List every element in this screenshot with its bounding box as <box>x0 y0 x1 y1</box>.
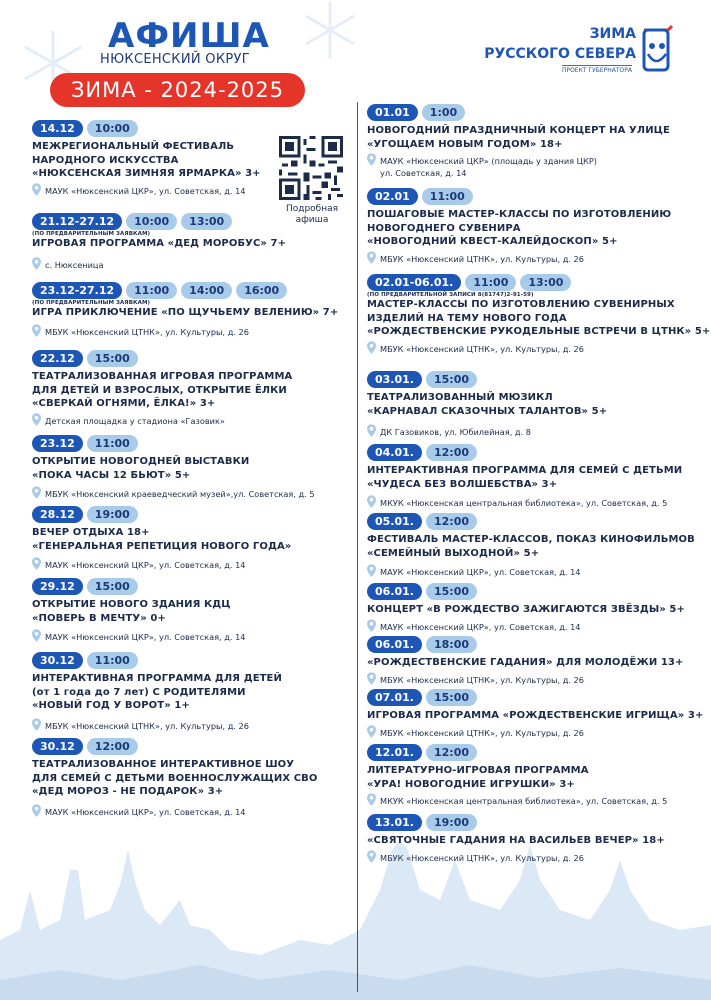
event-note: (ПО ПРЕДВАРИТЕЛЬНОЙ ЗАПИСИ 8(81747)2-91-59) <box>367 292 534 298</box>
event-title: МЕЖРЕГИОНАЛЬНЫЙ ФЕСТИВАЛЬ НАРОДНОГО ИСКУССТВА «НЮКСЕНСКАЯ ЗИМНЯЯ ЯРМАРКА» 3+ <box>32 141 261 179</box>
event-date: 02.01 <box>367 188 418 205</box>
event-date: 06.01. <box>367 583 422 600</box>
event-date: 13.01. <box>367 814 422 831</box>
event-card <box>367 188 707 264</box>
event-title: ВЕЧЕР ОТДЫХА 18+ «ГЕНЕРАЛЬНАЯ РЕПЕТИЦИЯ НОВОГО ГОДА» <box>32 527 292 552</box>
event-date: 21.12-27.12 <box>32 213 122 230</box>
location-pin-icon <box>367 495 376 508</box>
page-title: АФИША <box>108 16 270 56</box>
event-title: ИГРА ПРИКЛЮЧЕНИЕ «ПО ЩУЧЬЕМУ ВЕЛЕНИЮ» 7+ <box>32 307 339 318</box>
event-location: МБУК «Нюксенский краеведческий музей»,ул. Советская, д. 5 <box>32 486 352 499</box>
event-location: МБУК «Нюксенский ЦТНК», ул. Культуры, д. 26 <box>32 718 352 731</box>
event-date: 14.12 <box>32 120 83 137</box>
event-card <box>32 652 352 731</box>
event-title: ФЕСТИВАЛЬ МАСТЕР-КЛАССОВ, ПОКАЗ КИНОФИЛЬМОВ «СЕМЕЙНЫЙ ВЫХОДНОЙ» 5+ <box>367 534 695 559</box>
qr-caption: Подробная афиша <box>285 204 339 225</box>
location-pin-icon <box>32 804 41 817</box>
location-pin-icon <box>32 629 41 642</box>
event-time: 12:00 <box>87 738 138 755</box>
location-pin-icon <box>367 725 376 738</box>
location-pin-icon <box>32 257 41 270</box>
event-date: 04.01. <box>367 444 422 461</box>
event-date: 01.01 <box>367 104 418 121</box>
event-time: 11:00 <box>465 274 516 291</box>
event-time: 18:00 <box>426 636 477 653</box>
event-date: 30.12 <box>32 738 83 755</box>
event-time: 15:00 <box>426 689 477 706</box>
event-location: Детская площадка у стадиона «Газовик» <box>32 413 352 426</box>
location-pin-icon <box>32 183 41 196</box>
event-date: 03.01. <box>367 371 422 388</box>
event-time: 12:00 <box>426 444 477 461</box>
brand-line-3: ПРОЕКТ ГУБЕРНАТОРА <box>561 67 632 74</box>
event-location: с. Нюксеница <box>32 257 352 270</box>
event-card <box>32 282 352 337</box>
event-card <box>367 814 707 863</box>
event-time: 14:00 <box>181 282 232 299</box>
event-location: МКУК «Нюксенская центральная библиотека», ул. Советская, д. 5 <box>367 793 707 806</box>
event-card <box>367 371 707 437</box>
event-note: (ПО ПРЕДВАРИТЕЛЬНЫМ ЗАЯВКАМ) <box>32 231 151 237</box>
event-title: ОТКРЫТИЕ НОВОГОДНЕЙ ВЫСТАВКИ «ПОКА ЧАСЫ 12 БЬЮТ» 5+ <box>32 456 250 481</box>
event-date: 02.01-06.01. <box>367 274 461 291</box>
event-title: КОНЦЕРТ «В РОЖДЕСТВО ЗАЖИГАЮТСЯ ЗВЁЗДЫ» 5+ <box>367 604 685 615</box>
event-location: МБУК «Нюксенский ЦТНК», ул. Культуры, д. 26 <box>367 672 707 685</box>
event-card <box>32 578 352 642</box>
event-time: 15:00 <box>87 350 138 367</box>
event-time: 13:00 <box>181 213 232 230</box>
location-pin-icon <box>367 850 376 863</box>
event-date: 28.12 <box>32 506 83 523</box>
location-pin-icon <box>367 251 376 264</box>
event-title: ТЕАТРАЛИЗОВАННАЯ ИГРОВАЯ ПРОГРАММА ДЛЯ ДЕТЕЙ И ВЗРОСЛЫХ, ОТКРЫТИЕ ЁЛКИ «СВЕРКАЙ ОГНЯМИ, ЁЛКА!» 3+ <box>32 371 293 409</box>
event-card <box>32 506 352 570</box>
event-date: 06.01. <box>367 636 422 653</box>
event-title: ОТКРЫТИЕ НОВОГО ЗДАНИЯ КДЦ «ПОВЕРЬ В МЕЧТУ» 0+ <box>32 599 231 624</box>
event-card <box>367 444 707 508</box>
event-location: ДК Газовиков, ул. Юбилейная, д. 8 <box>367 424 707 437</box>
event-time: 10:00 <box>87 120 138 137</box>
event-time: 19:00 <box>426 814 477 831</box>
brand-line-1: ЗИМА <box>589 26 636 42</box>
event-time: 15:00 <box>87 578 138 595</box>
event-date: 05.01. <box>367 513 422 530</box>
event-title: НОВОГОДНИЙ ПРАЗДНИЧНЫЙ КОНЦЕРТ НА УЛИЦЕ «УГОЩАЕМ НОВЫМ ГОДОМ» 18+ <box>367 125 670 150</box>
event-title: ИНТЕРАКТИВНАЯ ПРОГРАММА ДЛЯ СЕМЕЙ С ДЕТЬМИ «ЧУДЕСА БЕЗ ВОЛШЕБСТВА» 3+ <box>367 465 683 490</box>
event-location: МАУК «Нюксенский ЦКР», ул. Советская, д. 14 <box>32 557 352 570</box>
page-subtitle: НЮКСЕНСКИЙ ОКРУГ <box>100 52 250 67</box>
event-location: МАУК «Нюксенский ЦКР», ул. Советская, д. 14 <box>32 804 352 817</box>
location-pin-icon <box>32 324 41 337</box>
event-time: 13:00 <box>520 274 571 291</box>
event-location-line-2: ул. Советская, д. 14 <box>380 168 467 178</box>
event-time: 19:00 <box>87 506 138 523</box>
location-pin-icon <box>367 564 376 577</box>
event-location: МБУК «Нюксенский ЦТНК», ул. Культуры, д. 26 <box>367 725 707 738</box>
event-card <box>32 120 352 196</box>
event-date: 12.01. <box>367 744 422 761</box>
event-date: 23.12-27.12 <box>32 282 122 299</box>
event-time: 11:00 <box>126 282 177 299</box>
location-pin-icon <box>367 424 376 437</box>
event-date: 29.12 <box>32 578 83 595</box>
event-location: МАУК «Нюксенский ЦКР» (площадь у здания ЦКР) <box>367 153 707 166</box>
event-time: 15:00 <box>426 583 477 600</box>
location-pin-icon <box>367 793 376 806</box>
event-title: ИГРОВАЯ ПРОГРАММА «РОЖДЕСТВЕНСКИЕ ИГРИЩА» 3+ <box>367 710 704 721</box>
poster-header <box>0 0 711 112</box>
event-title: МАСТЕР-КЛАССЫ ПО ИЗГОТОВЛЕНИЮ СУВЕНИРНЫХ ИЗДЕЛИЙ НА ТЕМУ НОВОГО ГОДА «РОЖДЕСТВЕНСКИЕ РУКОДЕЛЬНЫЕ ВСТРЕЧИ В ЦТНК» 5+ <box>367 299 711 337</box>
event-location: МБУК «Нюксенский ЦТНК», ул. Культуры, д. 26 <box>367 850 707 863</box>
event-time: 12:00 <box>426 744 477 761</box>
event-title: ТЕАТРАЛИЗОВАННЫЙ МЮЗИКЛ «КАРНАВАЛ СКАЗОЧНЫХ ТАЛАНТОВ» 5+ <box>367 392 608 417</box>
event-title: ИГРОВАЯ ПРОГРАММА «ДЕД МОРОБУС» 7+ <box>32 238 287 249</box>
event-date: 30.12 <box>32 652 83 669</box>
father-frost-logo-icon <box>638 24 678 76</box>
event-time: 11:00 <box>422 188 473 205</box>
event-card <box>32 213 352 270</box>
season-banner: ЗИМА - 2024-2025 <box>50 73 305 107</box>
event-time: 12:00 <box>426 513 477 530</box>
event-location: МАУК «Нюксенский ЦКР», ул. Советская, д. 14 <box>32 183 352 196</box>
event-time: 11:00 <box>87 652 138 669</box>
event-date: 22.12 <box>32 350 83 367</box>
event-title: «РОЖДЕСТВЕНСКИЕ ГАДАНИЯ» ДЛЯ МОЛОДЁЖИ 13+ <box>367 657 684 668</box>
location-pin-icon <box>367 341 376 354</box>
event-card <box>32 350 352 426</box>
event-card <box>367 274 711 354</box>
event-card <box>367 744 707 806</box>
location-pin-icon <box>32 557 41 570</box>
event-location: МАУК «Нюксенский ЦКР», ул. Советская, д. 14 <box>367 564 707 577</box>
event-card <box>32 738 352 817</box>
event-location: МБУК «Нюксенский ЦТНК», ул. Культуры, д. 26 <box>32 324 352 337</box>
brand-logo <box>484 24 684 80</box>
location-pin-icon <box>367 153 376 166</box>
event-note: (ПО ПРЕДВАРИТЕЛЬНЫМ ЗАЯВКАМ) <box>32 300 151 306</box>
event-location: МКУК «Нюксенская центральная библиотека», ул. Советская, д. 5 <box>367 495 707 508</box>
event-time: 1:00 <box>422 104 465 121</box>
event-card <box>367 636 707 685</box>
event-location: МБУК «Нюксенский ЦТНК», ул. Культуры, д. 26 <box>367 341 707 354</box>
event-time: 16:00 <box>236 282 287 299</box>
event-card <box>367 513 707 577</box>
event-location: МБУК «Нюксенский ЦТНК», ул. Культуры, д. 26 <box>367 251 707 264</box>
event-title: «СВЯТОЧНЫЕ ГАДАНИЯ НА ВАСИЛЬЕВ ВЕЧЕР» 18+ <box>367 835 665 846</box>
event-card <box>367 104 707 178</box>
location-pin-icon <box>32 486 41 499</box>
column-divider <box>357 102 358 992</box>
event-location: МАУК «Нюксенский ЦКР», ул. Советская, д. 14 <box>367 619 707 632</box>
event-title: ИНТЕРАКТИВНАЯ ПРОГРАММА ДЛЯ ДЕТЕЙ (от 1 года до 7 лет) С РОДИТЕЛЯМИ «НОВЫЙ ГОД У ВОРОТ» 1+ <box>32 673 282 711</box>
event-location: МАУК «Нюксенский ЦКР», ул. Советская, д. 14 <box>32 629 352 642</box>
event-card <box>32 435 352 499</box>
location-pin-icon <box>367 672 376 685</box>
event-time: 15:00 <box>426 371 477 388</box>
event-date: 23.12 <box>32 435 83 452</box>
brand-line-2: РУССКОГО СЕВЕРА <box>484 46 636 62</box>
event-title: ЛИТЕРАТУРНО-ИГРОВАЯ ПРОГРАММА «УРА! НОВОГОДНИЕ ИГРУШКИ» 3+ <box>367 765 589 790</box>
event-date: 07.01. <box>367 689 422 706</box>
event-card <box>367 689 707 738</box>
location-pin-icon <box>32 413 41 426</box>
event-title: ПОШАГОВЫЕ МАСТЕР-КЛАССЫ ПО ИЗГОТОВЛЕНИЮ НОВОГОДНЕГО СУВЕНИРА «НОВОГОДНИЙ КВЕСТ-КАЛЕЙДОСКОП» 5+ <box>367 209 672 247</box>
event-time: 11:00 <box>87 435 138 452</box>
event-title: ТЕАТРАЛИЗОВАННОЕ ИНТЕРАКТИВНОЕ ШОУ ДЛЯ СЕМЕЙ С ДЕТЬМИ ВОЕННОСЛУЖАЩИХ СВО «ДЕД МОРОЗ - НЕ ПОДАРОК» 3+ <box>32 759 318 797</box>
location-pin-icon <box>367 619 376 632</box>
event-card <box>367 583 707 632</box>
event-time: 10:00 <box>126 213 177 230</box>
location-pin-icon <box>32 718 41 731</box>
